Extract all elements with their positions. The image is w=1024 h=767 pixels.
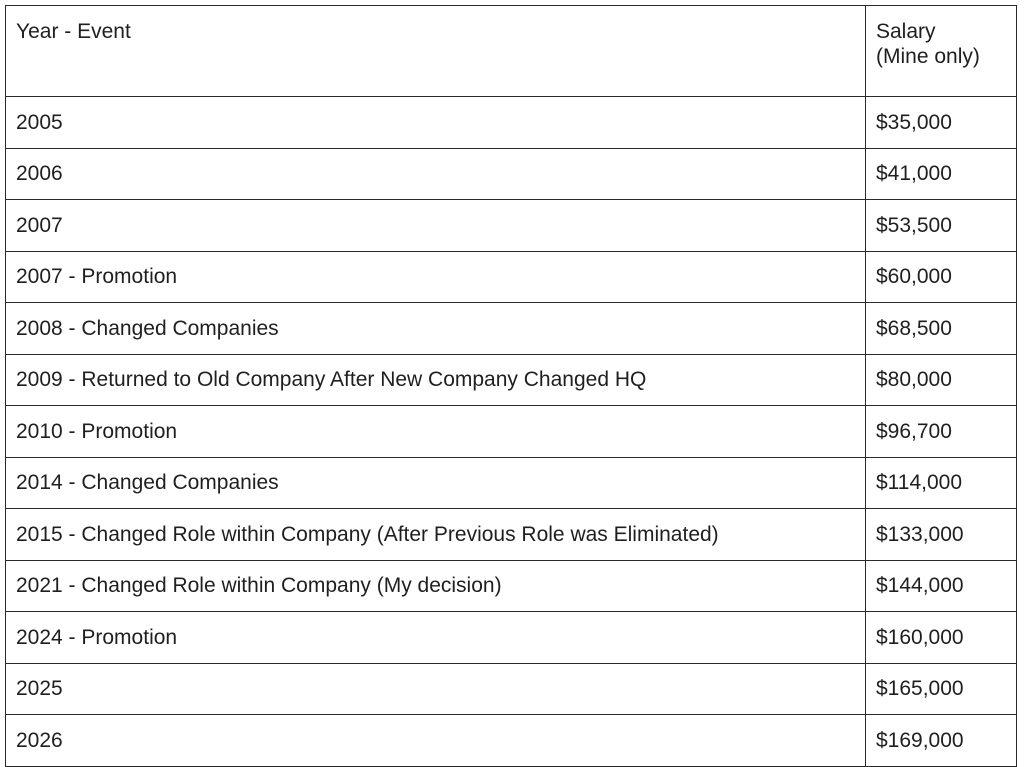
row-event-cell: 2015 - Changed Role within Company (After Previous Role was Eliminated) xyxy=(6,509,866,561)
table-row xyxy=(6,560,1017,612)
row-event-cell: 2024 - Promotion xyxy=(6,612,866,664)
row-salary-cell: $80,000 xyxy=(866,354,1017,406)
table-row xyxy=(6,354,1017,406)
row-salary-cell: $68,500 xyxy=(866,303,1017,355)
table-row xyxy=(6,251,1017,303)
table-row xyxy=(6,509,1017,561)
row-event-cell: 2006 xyxy=(6,148,866,200)
table-row xyxy=(6,612,1017,664)
row-salary-cell: $114,000 xyxy=(866,457,1017,509)
table-row xyxy=(6,406,1017,458)
row-salary-cell: $133,000 xyxy=(866,509,1017,561)
row-salary-cell: $35,000 xyxy=(866,97,1017,149)
table-header-row xyxy=(6,6,1017,97)
header-year-event: Year - Event xyxy=(6,6,866,97)
row-event-cell: 2005 xyxy=(6,97,866,149)
row-event-cell: 2007 - Promotion xyxy=(6,251,866,303)
row-salary-cell: $53,500 xyxy=(866,200,1017,252)
row-salary-cell: $160,000 xyxy=(866,612,1017,664)
table-body xyxy=(6,97,1017,767)
row-event-cell: 2010 - Promotion xyxy=(6,406,866,458)
row-salary-cell: $96,700 xyxy=(866,406,1017,458)
table-row xyxy=(6,715,1017,767)
header-salary: Salary (Mine only) xyxy=(866,6,1017,97)
table-row xyxy=(6,200,1017,252)
row-event-cell: 2009 - Returned to Old Company After New Company Changed HQ xyxy=(6,354,866,406)
row-event-cell: 2025 xyxy=(6,663,866,715)
row-salary-cell: $169,000 xyxy=(866,715,1017,767)
table-row xyxy=(6,457,1017,509)
row-event-cell: 2008 - Changed Companies xyxy=(6,303,866,355)
row-event-cell: 2026 xyxy=(6,715,866,767)
row-event-cell: 2021 - Changed Role within Company (My decision) xyxy=(6,560,866,612)
table-row xyxy=(6,303,1017,355)
row-salary-cell: $165,000 xyxy=(866,663,1017,715)
row-salary-cell: $60,000 xyxy=(866,251,1017,303)
table-row xyxy=(6,148,1017,200)
row-salary-cell: $144,000 xyxy=(866,560,1017,612)
row-event-cell: 2014 - Changed Companies xyxy=(6,457,866,509)
salary-history-table xyxy=(5,5,1017,767)
table-row xyxy=(6,663,1017,715)
row-event-cell: 2007 xyxy=(6,200,866,252)
row-salary-cell: $41,000 xyxy=(866,148,1017,200)
table-row xyxy=(6,97,1017,149)
